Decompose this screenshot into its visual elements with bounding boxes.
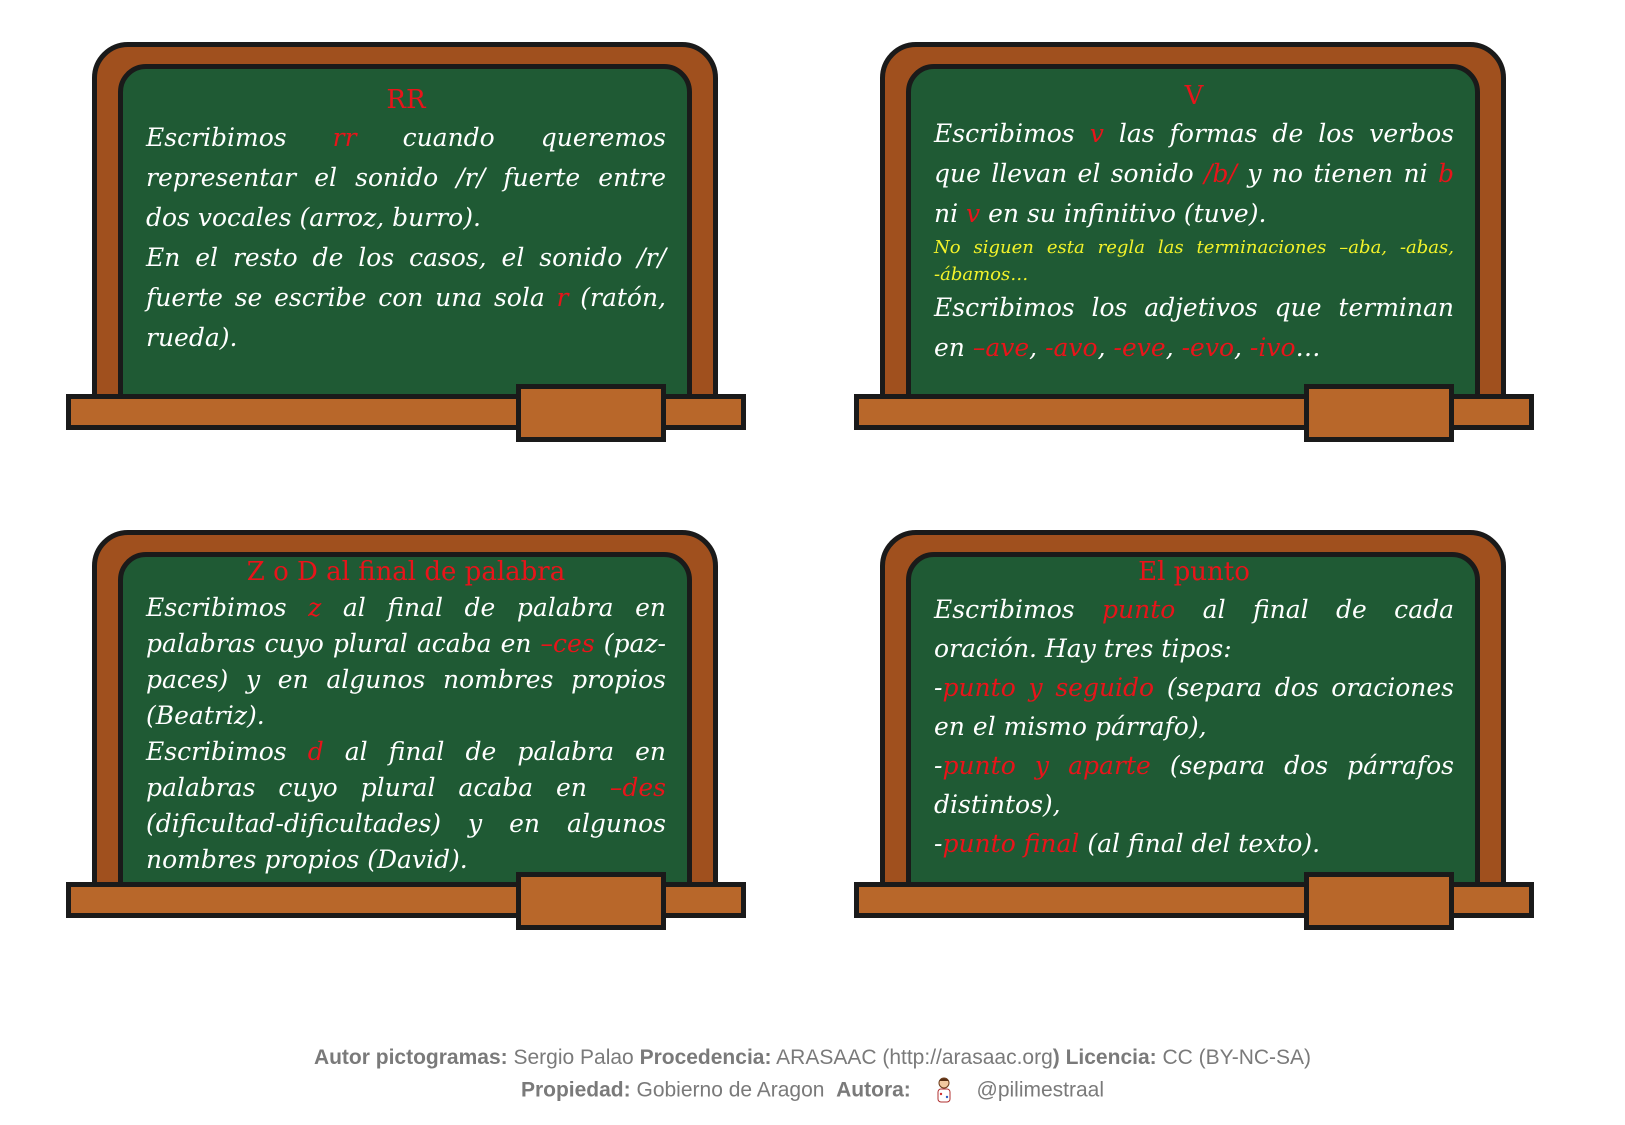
rule-paragraph: -punto y seguido (separa dos oraciones en el mismo párrafo),	[934, 673, 1454, 741]
credits-line-1: Autor pictogramas: Sergio Palao Procedencia: ARASAAC (http://arasaac.org) Licencia: CC (BY-NC-SA)	[313, 1046, 1312, 1069]
rule-paragraph: Escribimos punto al final de cada oración. Hay tres tipos:	[934, 595, 1455, 663]
eraser	[516, 872, 666, 930]
rule-paragraph: Escribimos v las formas de los verbos que llevan el sonido /b/ y no tienen ni b ni v en su infinitivo (tuve).	[934, 119, 1454, 228]
board-content	[146, 554, 666, 878]
blackboard-z-d	[66, 530, 746, 940]
exception-note: No siguen esta regla las terminaciones –aba, -abas, -ábamos…	[934, 237, 1454, 285]
blackboard-rr	[66, 42, 746, 452]
eraser	[1304, 384, 1454, 442]
rule-paragraph: Escribimos los adjetivos que terminan en –ave, -avo, -eve, -evo, -ivo…	[934, 293, 1454, 362]
rule-paragraph: Escribimos rr cuando queremos representar el sonido /r/ fuerte entre dos vocales (arroz, burro).	[146, 123, 666, 232]
board-title: El punto	[1138, 557, 1250, 587]
rule-paragraph: Escribimos d al final de palabra en palabras cuyo plural acaba en –des (dificultad-dificultades) y en algunos nombres propios (David).	[146, 737, 666, 874]
board-content	[146, 82, 666, 358]
rule-paragraph: Escribimos z al final de palabra en palabras cuyo plural acaba en –ces (paz-paces) y en algunos nombres propios (Beatriz).	[146, 593, 666, 730]
eraser	[516, 384, 666, 442]
rule-paragraph: -punto final (al final del texto).	[934, 829, 1321, 858]
blackboard-v	[854, 42, 1534, 452]
board-title: RR	[386, 85, 426, 115]
blackboard-punto	[854, 530, 1534, 940]
author-avatar-icon	[931, 1076, 957, 1106]
rule-paragraph: -punto y aparte (separa dos párrafos distintos),	[934, 751, 1454, 819]
credits-line-2: Propiedad: Gobierno de Aragon Autora: @pilimestraal	[0, 1076, 1625, 1106]
eraser	[1304, 872, 1454, 930]
board-title: Z o D al final de palabra	[246, 557, 566, 587]
board-content	[934, 554, 1454, 863]
rule-paragraph: En el resto de los casos, el sonido /r/ fuerte se escribe con una sola r (ratón, rueda).	[146, 243, 666, 352]
board-title: V	[1184, 81, 1204, 111]
board-content	[934, 78, 1454, 368]
